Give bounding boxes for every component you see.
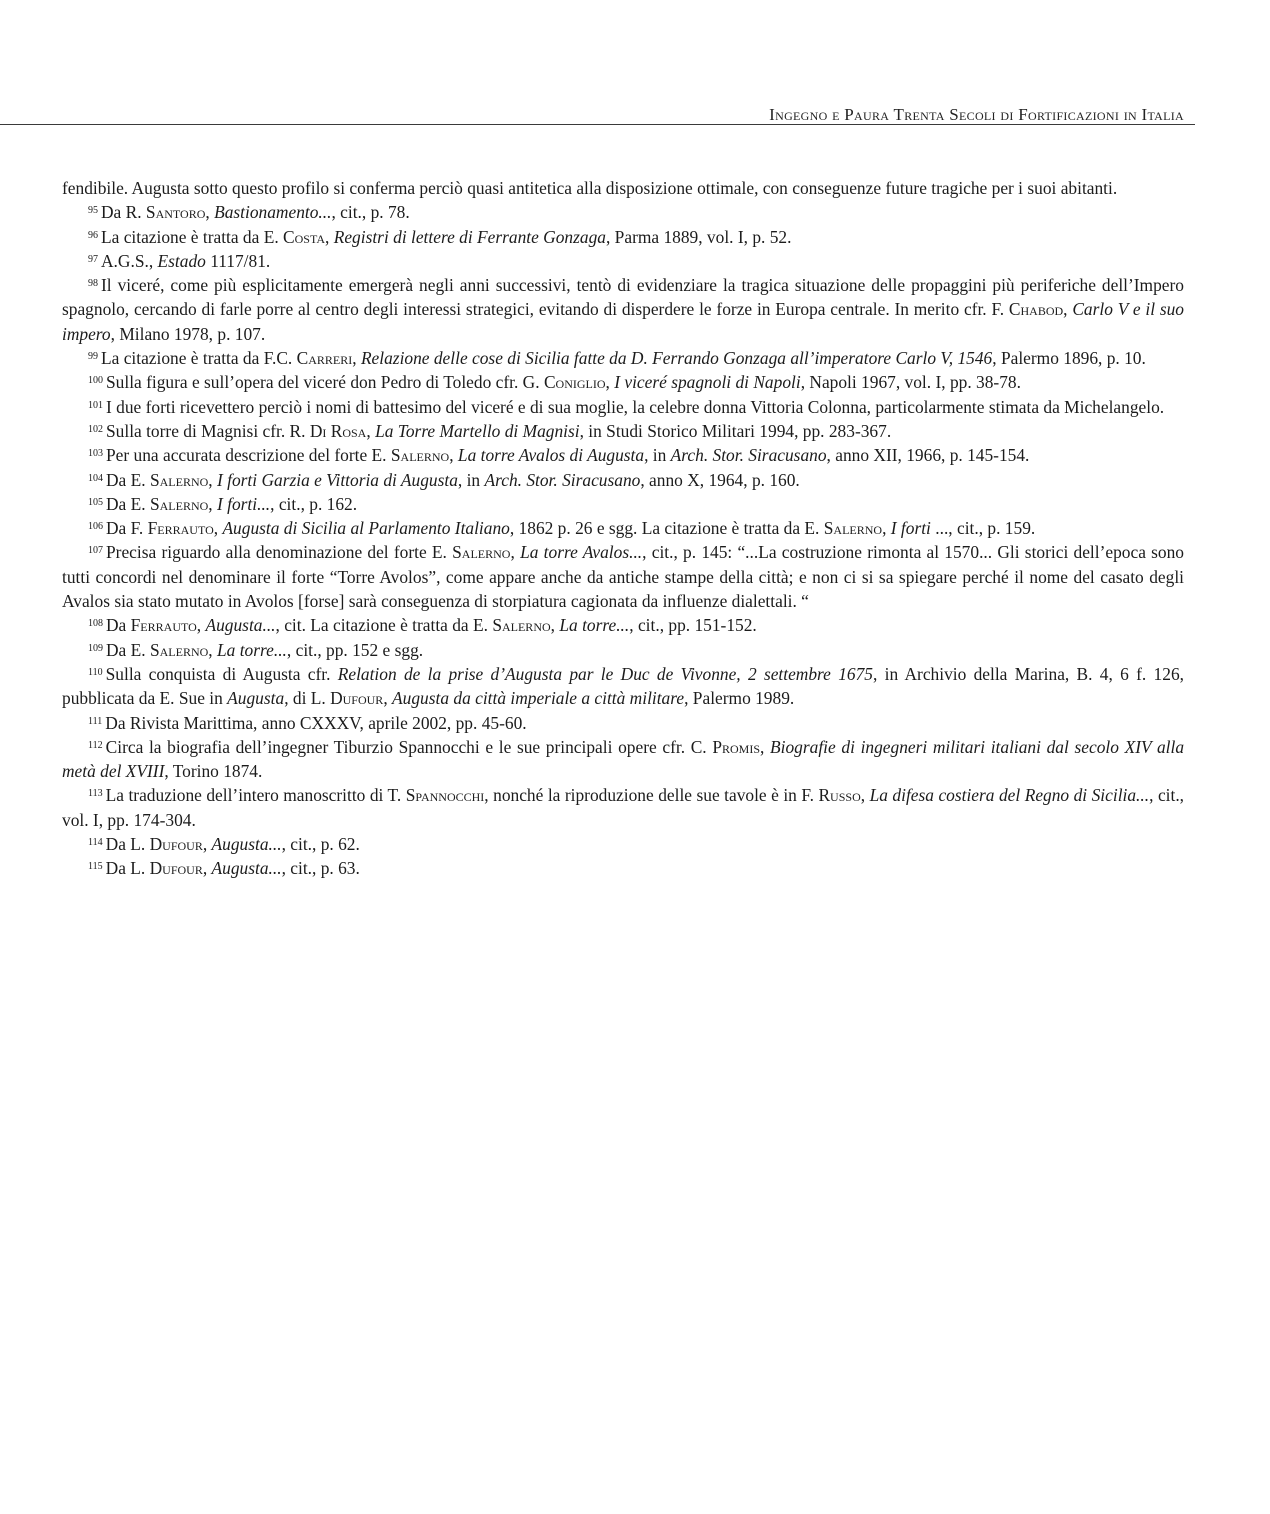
italic-title: Augusta... xyxy=(205,615,276,636)
footnote-text: , xyxy=(366,420,376,441)
footnote-text: Per una accurata descrizione del forte E. xyxy=(106,445,391,466)
footnote-text: La traduzione dell’intero manoscritto di T. xyxy=(105,785,406,806)
author-name: Dufour xyxy=(330,688,384,709)
footnote-text: , xyxy=(208,469,217,490)
author-name: Salerno xyxy=(452,542,511,563)
footnote-text: , anno X, 1964, p. 160. xyxy=(640,469,800,490)
footnote-text: , xyxy=(383,688,393,709)
footnote-text: , Torino 1874. xyxy=(164,761,263,782)
footnote-text: ..., cit., p. 159. xyxy=(930,518,1036,539)
italic-title: Registri di lettere di Ferrante Gonzaga xyxy=(333,226,606,247)
author-name: Salerno xyxy=(149,493,209,514)
author-name: Salerno xyxy=(149,469,209,490)
footnote-number: 98 xyxy=(88,278,98,290)
footnote-text: , cit., p. 63. xyxy=(281,858,360,879)
footnote-number: 115 xyxy=(88,861,103,873)
author-name: Costa xyxy=(283,226,326,247)
footnote-95 xyxy=(62,200,1184,224)
footnote-text: , cit., pp. 152 e sgg. xyxy=(286,639,424,660)
footnote-text: Da xyxy=(106,615,131,636)
footnote-text: Da L. xyxy=(105,834,150,855)
italic-title: Arch. Stor. Siracusano xyxy=(484,469,641,490)
footnote-number: 108 xyxy=(88,618,103,630)
footnote-number: 106 xyxy=(88,521,103,533)
footnote-108 xyxy=(62,613,1184,637)
footnote-96 xyxy=(62,225,1184,249)
italic-title: La torre Avalos... xyxy=(520,542,643,563)
footnote-text: , 1862 p. 26 e sgg. La citazione è tratta da E. xyxy=(509,518,824,539)
footnote-111 xyxy=(62,711,1184,735)
footnote-text: Da E. xyxy=(106,493,150,514)
footnote-109 xyxy=(62,638,1184,662)
footnote-text: , xyxy=(882,518,891,539)
author-name: Salerno xyxy=(149,639,209,660)
running-head: Ingegno e Paura Trenta Secoli di Fortificazioni in Italia xyxy=(769,105,1184,124)
footnote-text: , xyxy=(605,372,615,393)
footnote-text: , xyxy=(213,518,223,539)
footnote-text: , Milano 1978, p. 107. xyxy=(110,323,266,344)
italic-title: I viceré spagnoli di Napoli xyxy=(614,372,801,393)
footnote-text: Da L. xyxy=(105,858,150,879)
footnote-number: 96 xyxy=(88,229,98,241)
footnote-text: , Napoli 1967, vol. I, pp. 38-78. xyxy=(800,372,1021,393)
footnote-text: , xyxy=(202,858,212,879)
author-name: Chabod xyxy=(1008,299,1064,320)
footnote-text: , anno XII, 1966, p. 145-154. xyxy=(826,445,1030,466)
footnote-number: 104 xyxy=(88,472,103,484)
footnote-number: 105 xyxy=(88,496,103,508)
footnote-text: , Parma 1889, vol. I, p. 52. xyxy=(605,226,792,247)
footnote-text: Da E. xyxy=(106,639,150,660)
footnote-text: , xyxy=(208,493,217,514)
footnote-text: , cit., p. 78. xyxy=(331,202,410,223)
footnote-number: 103 xyxy=(88,448,103,460)
footnote-text: , cit. La citazione è tratta da E. xyxy=(275,615,493,636)
italic-title: La difesa costiera del Regno di Sicilia... xyxy=(869,785,1150,806)
footnote-text: , xyxy=(449,445,458,466)
footnote-text: , nonché la riproduzione delle sue tavole è in F. xyxy=(484,785,819,806)
footnote-text: Da E. xyxy=(106,469,150,490)
author-name: Di Rosa xyxy=(309,420,367,441)
footnote-text: , in xyxy=(644,445,671,466)
italic-title: Augusta... xyxy=(211,858,282,879)
footnote-text: La citazione è tratta da F.C. xyxy=(101,348,297,369)
footnote-text: , xyxy=(352,348,361,369)
footnote-97 xyxy=(62,249,1184,273)
footnote-104 xyxy=(62,468,1184,492)
footnote-text: , cit., p. 162. xyxy=(270,493,358,514)
footnote-number: 114 xyxy=(88,837,103,849)
footnote-text: , xyxy=(325,226,334,247)
italic-title: Relation de la prise d’Augusta par le Duc de Vivonne, 2 settembre 1675 xyxy=(337,663,873,684)
footnote-113 xyxy=(62,783,1184,832)
italic-title: Estado xyxy=(157,250,206,271)
header-rule xyxy=(0,124,1195,125)
footnote-107 xyxy=(62,540,1184,613)
italic-title: Augusta... xyxy=(211,834,282,855)
footnote-text: Precisa riguardo alla denominazione del forte E. xyxy=(106,542,453,563)
footnote-text: , xyxy=(196,615,206,636)
italic-title: Arch. Stor. Siracusano xyxy=(670,445,827,466)
italic-title: Relazione delle cose di Sicilia fatte da D. Ferrando Gonzaga all’imperatore Carlo V, 1546 xyxy=(360,348,993,369)
footnote-101 xyxy=(62,395,1184,419)
footnote-text: , xyxy=(205,202,215,223)
footnote-text: , xyxy=(760,736,771,757)
italic-title: La torre... xyxy=(559,615,630,636)
italic-title: La torre... xyxy=(217,639,287,660)
footnote-number: 110 xyxy=(88,666,103,678)
author-name: Salerno xyxy=(823,518,883,539)
footnote-text: I due forti ricevettero perciò i nomi di battesimo del viceré e di sua moglie, la celebre donna Vittoria Colonna, particolarmente stimata da Michelangelo. xyxy=(106,396,1165,417)
italic-title: Augusta da città imperiale a città militare xyxy=(392,688,685,709)
footnote-text: , Palermo 1896, p. 10. xyxy=(992,348,1146,369)
italic-title: Biografie di ingegneri militari italiani dal secolo XIV alla metà del XVIII xyxy=(62,736,1185,782)
italic-title: La Torre Martello di Magnisi xyxy=(375,420,580,441)
author-name: Dufour xyxy=(149,834,203,855)
author-name: Spannocchi xyxy=(405,785,485,806)
italic-title: Augusta di Sicilia al Parlamento Italiano xyxy=(222,518,510,539)
footnote-103 xyxy=(62,443,1184,467)
footnote-text: , cit., p. 62. xyxy=(281,834,360,855)
footnote-text: Sulla conquista di Augusta cfr. xyxy=(105,663,338,684)
author-name: Promis xyxy=(712,736,761,757)
italic-title: I forti xyxy=(890,518,931,539)
footnote-115 xyxy=(62,856,1184,880)
author-name: Ferrauto xyxy=(147,518,214,539)
footnote-text: , in Studi Storico Militari 1994, pp. 283-367. xyxy=(579,420,892,441)
footnote-text: , xyxy=(208,639,217,660)
italic-title: Bastionamento... xyxy=(214,202,332,223)
footnote-text: Sulla torre di Magnisi cfr. R. xyxy=(106,420,310,441)
footnote-text: , xyxy=(860,785,870,806)
footnote-text: , cit., vol. I, pp. 174-304. xyxy=(62,785,1185,830)
footnote-number: 100 xyxy=(88,375,103,387)
footnote-text: , xyxy=(202,834,212,855)
footnote-98 xyxy=(62,273,1184,346)
footnote-text: 1117/81. xyxy=(205,250,271,271)
footnote-number: 97 xyxy=(88,253,98,265)
footnote-number: 99 xyxy=(88,351,98,363)
footnote-text: , xyxy=(1063,299,1073,320)
footnote-99 xyxy=(62,346,1184,370)
author-name: Carreri xyxy=(296,348,353,369)
footnote-text: , cit., pp. 151-152. xyxy=(629,615,757,636)
footnote-text: , in xyxy=(457,469,485,490)
author-name: Santoro xyxy=(145,202,206,223)
footnote-100 xyxy=(62,370,1184,394)
author-name: Salerno xyxy=(390,445,450,466)
italic-title: I forti... xyxy=(217,493,271,514)
footnote-text: , di L. xyxy=(284,688,331,709)
footnotes-list xyxy=(62,200,1184,880)
footnote-text: , Palermo 1989. xyxy=(684,688,795,709)
footnote-number: 95 xyxy=(88,205,98,217)
footnote-number: 113 xyxy=(88,788,103,800)
footnote-text: Il viceré, come più esplicitamente emergerà negli anni successivi, tentò di evidenziare la tragica situazione delle propaggini più periferiche dell’Impero spagnolo, cercando di farle porre al centro degli interessi strategici, evitando di disperdere le forze in Europa centrale. In merito cfr. F. xyxy=(62,275,1184,320)
footnote-number: 109 xyxy=(88,642,103,654)
footnote-text: A.G.S., xyxy=(101,250,158,271)
footnote-110 xyxy=(62,662,1184,711)
italic-title: I forti Garzia e Vittoria di Augusta xyxy=(217,469,458,490)
italic-title: Augusta xyxy=(227,688,285,709)
footnote-number: 107 xyxy=(88,545,103,557)
author-name: Dufour xyxy=(149,858,203,879)
author-name: Coniglio xyxy=(543,372,606,393)
footnote-number: 101 xyxy=(88,399,103,411)
footnote-text: Da Rivista Marittima, anno CXXXV, aprile 2002, pp. 45-60. xyxy=(105,712,527,733)
footnote-112 xyxy=(62,735,1184,784)
footnote-number: 111 xyxy=(88,715,103,727)
italic-title: La torre Avalos di Augusta xyxy=(457,445,645,466)
footnote-text: Da F. xyxy=(106,518,148,539)
page-body xyxy=(62,176,1184,881)
footnote-number: 112 xyxy=(88,739,103,751)
author-name: Ferrauto xyxy=(130,615,197,636)
footnote-text: Circa la biografia dell’ingegner Tiburzio Spannocchi e le sue principali opere cfr. C. xyxy=(105,736,713,757)
footnote-105 xyxy=(62,492,1184,516)
footnote-114 xyxy=(62,832,1184,856)
author-name: Russo xyxy=(818,785,861,806)
footnote-text: , in Archivio della Marina, B. 4, 6 f. 126, pubblicata da E. Sue in xyxy=(62,663,1184,709)
footnote-text: Da R. xyxy=(101,202,146,223)
author-name: Salerno xyxy=(492,615,551,636)
footnote-text: , xyxy=(510,542,521,563)
footnote-106 xyxy=(62,516,1184,540)
footnote-number: 102 xyxy=(88,423,103,435)
footnote-text: La citazione è tratta da E. xyxy=(101,226,284,247)
footnote-text: Sulla figura e sull’opera del viceré don Pedro di Toledo cfr. G. xyxy=(106,372,544,393)
footnote-102 xyxy=(62,419,1184,443)
footnote-text: , xyxy=(550,615,560,636)
italic-title: Carlo V e il suo impero xyxy=(62,299,1184,344)
continuation-paragraph: fendibile. Augusta sotto questo profilo si conferma perciò quasi antitetica alla disposizione ottimale, con conseguenze future tragiche per i suoi abitanti. xyxy=(62,178,1118,198)
footnote-text: , cit., p. 145: “...La costruzione rimonta al 1570... Gli storici dell’epoca sono tutti concordi nel denominare il forte “Torre Avolos”, come appare anche da antiche stampe della città; e non ci si sa spiegare perché il nome del casato degli Avalos sia stato mutato in Avolos [forse] sarà conseguenza di storpiatura cagionata da influenze dialettali. “ xyxy=(62,542,1185,612)
